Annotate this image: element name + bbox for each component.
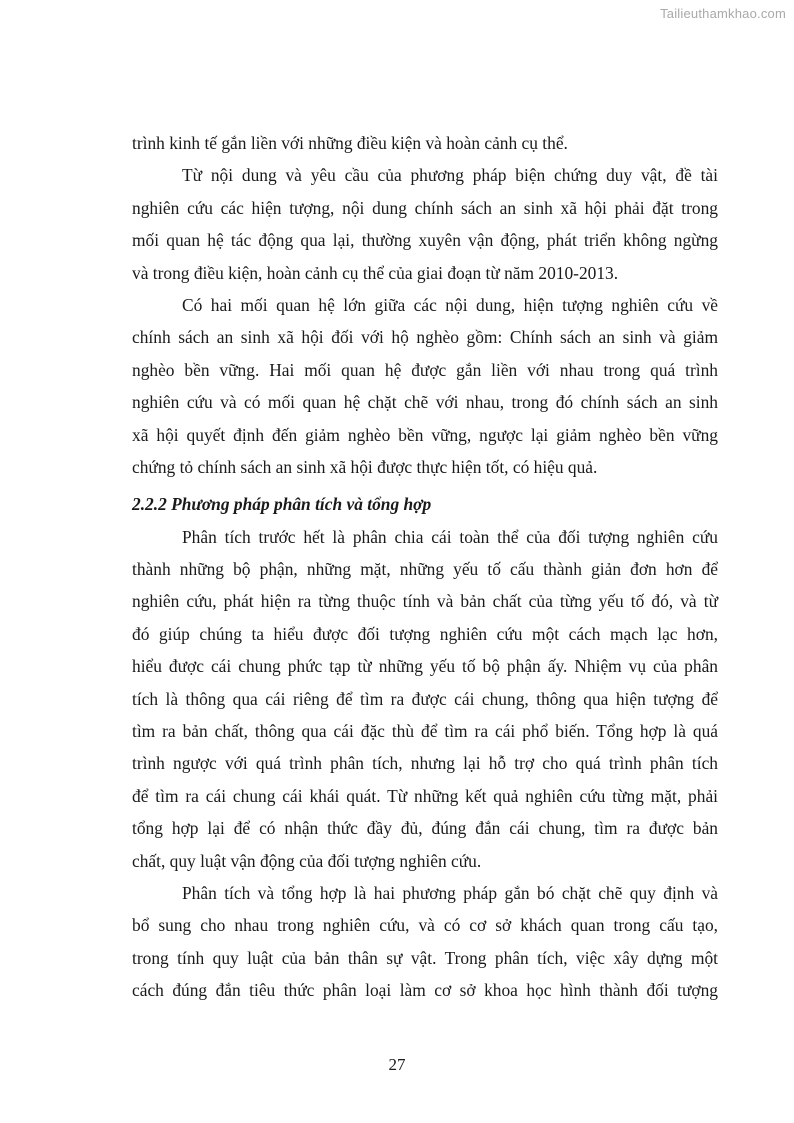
paragraph-line: chính sách an sinh xã hội đối với hộ nghèo gồm: Chính sách an sinh và giảm xyxy=(132,327,718,348)
paragraph xyxy=(132,521,718,877)
paragraph-line: cách đúng đắn tiêu thức phân loại làm cơ sở khoa học hình thành đối tượng xyxy=(132,980,718,1001)
page-number: 27 xyxy=(388,1055,406,1074)
paragraph-line: và trong điều kiện, hoàn cảnh cụ thể của giai đoạn từ năm 2010-2013. xyxy=(132,262,619,283)
paragraph-line: nghiên cứu và có mối quan hệ chặt chẽ với nhau, trong đó chính sách an sinh xyxy=(132,392,718,413)
paragraph-line: thành những bộ phận, những mặt, những yếu tố cấu thành giản đơn hơn để xyxy=(132,559,718,580)
paragraph-line: đó giúp chúng ta hiểu được đối tượng nghiên cứu một cách mạch lạc hơn, xyxy=(132,623,718,644)
paragraph-line: chứng tỏ chính sách an sinh xã hội được thực hiện tốt, có hiệu quả. xyxy=(132,456,598,477)
paragraph xyxy=(132,127,718,159)
paragraph-line: hiểu được cái chung phức tạp từ những yếu tố bộ phận ấy. Nhiệm vụ của phân xyxy=(132,656,718,677)
paragraph-line: bổ sung cho nhau trong nghiên cứu, và có cơ sở khách quan trong cấu tạo, xyxy=(132,915,718,936)
paragraph-line: nghèo bền vững. Hai mối quan hệ được gắn liền với nhau trong quá trình xyxy=(132,359,718,380)
paragraph xyxy=(132,159,718,289)
paragraph-line: tìm ra bản chất, thông qua cái đặc thù để tìm ra cái phổ biến. Tổng hợp là quá xyxy=(132,721,718,742)
paragraph-line: chất, quy luật vận động của đối tượng nghiên cứu. xyxy=(132,850,482,871)
paragraph xyxy=(132,289,718,483)
paragraph-line: nghiên cứu các hiện tượng, nội dung chính sách an sinh xã hội phải đặt trong xyxy=(132,197,718,218)
paragraph-line: nghiên cứu, phát hiện ra từng thuộc tính và bản chất của từng yếu tố đó, và từ xyxy=(132,591,718,612)
paragraph-line: tổng hợp lại để có nhận thức đầy đủ, đúng đắn cái chung, tìm ra được bản xyxy=(132,818,718,839)
paragraph-line: trong tính quy luật của bản thân sự vật. Trong phân tích, việc xây dựng một xyxy=(132,947,718,968)
intro-paragraphs xyxy=(132,127,718,483)
section-heading: 2.2.2 Phương pháp phân tích và tổng hợp xyxy=(132,494,432,515)
paragraph-line: Có hai mối quan hệ lớn giữa các nội dung, hiện tượng nghiên cứu về xyxy=(182,294,718,315)
paragraph-line: trình ngược với quá trình phân tích, nhưng lại hỗ trợ cho quá trình phân tích xyxy=(132,753,718,774)
paragraph-line: xã hội quyết định đến giảm nghèo bền vững, ngược lại giảm nghèo bền vững xyxy=(132,424,718,445)
paragraph-line: Phân tích trước hết là phân chia cái toàn thể của đối tượng nghiên cứu xyxy=(182,526,718,547)
paragraph xyxy=(132,877,718,1007)
paragraph-line: Phân tích và tổng hợp là hai phương pháp gắn bó chặt chẽ quy định và xyxy=(182,882,718,903)
section-paragraphs xyxy=(132,521,718,1007)
paragraph-line: Từ nội dung và yêu cầu của phương pháp biện chứng duy vật, đề tài xyxy=(182,165,718,186)
paragraph-line: mối quan hệ tác động qua lại, thường xuyên vận động, phát triển không ngừng xyxy=(132,230,718,251)
paragraph-line: để tìm ra cái chung cái khái quát. Từ những kết quả nghiên cứu từng mặt, phải xyxy=(132,785,718,806)
paragraph-line: tích là thông qua cái riêng để tìm ra được cái chung, thông qua hiện tượng để xyxy=(132,688,718,709)
watermark-text: Tailieuthamkhao.com xyxy=(660,6,786,21)
document-body xyxy=(132,127,718,1007)
paragraph-line: trình kinh tế gắn liền với những điều kiện và hoàn cảnh cụ thể. xyxy=(132,133,568,153)
